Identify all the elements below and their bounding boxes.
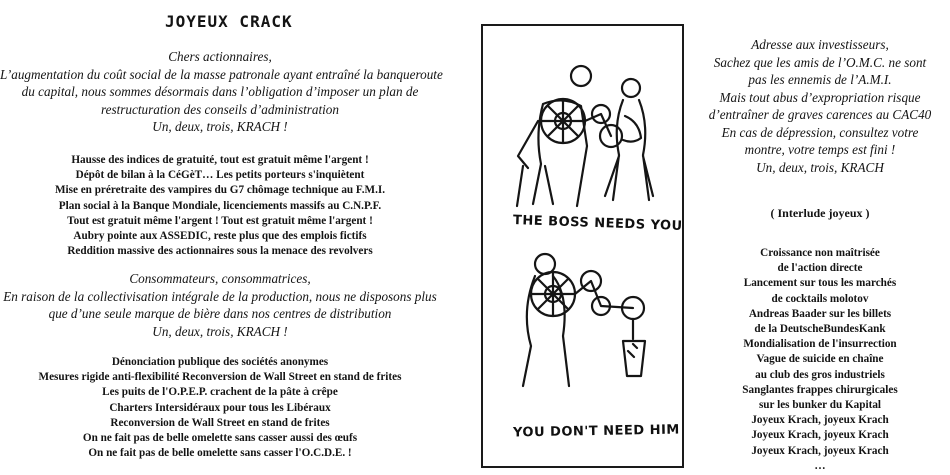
- text-line: Adresse aux investisseurs,: [751, 37, 889, 52]
- text-line: Un, deux, trois, KRACH: [756, 159, 884, 175]
- caption-dont-need-him: YOU DON'T NEED HIM: [512, 422, 680, 441]
- caption-boss-needs-you: THE BOSS NEEDS YOU: [512, 213, 683, 234]
- worker-body-icon: [605, 100, 653, 200]
- text-line: Reddition massive des actionnaires sous la menace des revolvers: [67, 245, 373, 258]
- song-title: JOYEUX CRACK: [165, 12, 293, 31]
- text-line: Lancement sur tous les marchés: [743, 277, 897, 290]
- text-line: Aubry pointe aux ASSEDIC, reste plus que des emplois fictifs: [73, 230, 367, 243]
- text-line: On ne fait pas de belle omelette sans casser aussi des œufs: [82, 432, 358, 445]
- text-line: de cocktails molotov: [771, 292, 869, 305]
- text-line: Les puits de l'O.P.E.P. crachent de la pâte à crêpe: [102, 386, 338, 399]
- text-line: Consommateurs, consommatrices,: [129, 271, 311, 286]
- text-line: Hausse des indices de gratuité, tout est gratuit même l'argent !: [71, 154, 369, 166]
- text-line: au club des gros industriels: [755, 368, 885, 381]
- text-line: sur les bunker du Kapital: [758, 399, 882, 412]
- worker-head-icon: [622, 79, 640, 97]
- stanza-investors: [690, 36, 950, 176]
- text-line: Croissance non maîtrisée: [760, 247, 880, 259]
- text-line: Joyeux Krach, joyeux Krach: [751, 429, 889, 442]
- text-line: Mondialisation de l'insurrection: [743, 338, 897, 351]
- text-line: Sanglantes frappes chirurgicales: [742, 383, 898, 396]
- text-line: Mesures rigide anti-flexibilité Reconversion de Wall Street en stand de frites: [38, 371, 402, 384]
- stanza-consumers: [0, 270, 440, 340]
- text-line: Plan social à la Banque Mondiale, licenciements massifs au C.N.P.F.: [58, 199, 382, 212]
- verse-two: [0, 355, 440, 461]
- text-line: Joyeux Krach, joyeux Krach: [751, 414, 889, 427]
- text-line: Dépôt de bilan à la CéGèT… Les petits porteurs s'inquiètent: [75, 169, 365, 182]
- boss-head-icon: [571, 66, 591, 86]
- text-line: du capital, nous sommes désormais dans l’obligation d’imposer un plan de: [21, 84, 419, 99]
- verse-three: [690, 246, 950, 474]
- text-line: Un, deux, trois, KRACH !: [152, 119, 288, 134]
- text-line: Vague de suicide en chaîne: [756, 353, 884, 366]
- stanza-shareholders: [0, 48, 443, 136]
- text-line: d’entraîner de graves carences au CAC40: [708, 107, 932, 122]
- text-line: de la DeutscheBundesKank: [754, 323, 886, 336]
- text-line: restructuration des conseils d’administration: [101, 101, 339, 117]
- text-line: pas les ennemis de l’A.M.I.: [748, 72, 892, 87]
- text-line: que d’une seule marque de bière dans nos centres de distribution: [48, 306, 392, 321]
- boss-arm-icon: [518, 121, 538, 168]
- text-line: Un, deux, trois, KRACH !: [152, 323, 288, 339]
- text-line: Chers actionnaires,: [168, 49, 272, 64]
- text-line: montre, votre temps est fini !: [744, 142, 896, 157]
- text-line: de l'action directe: [777, 262, 863, 275]
- verse-one: [0, 153, 440, 259]
- text-line: Mais tout abus d’expropriation risque: [719, 89, 921, 105]
- text-line: Mise en préretraite des vampires du G7 chômage technique au F.M.I.: [54, 184, 386, 197]
- text-line: Andreas Baader sur les billets: [748, 307, 892, 320]
- text-line: Dénonciation publique des sociétés anonymes: [111, 356, 329, 368]
- text-line: Charters Intersidéraux pour tous les Libéraux: [109, 401, 331, 414]
- text-line: …: [814, 459, 826, 472]
- text-line: En raison de la collectivisation intégrale de la production, nous ne disposons plus: [3, 288, 437, 304]
- text-line: En cas de dépression, consultez votre: [721, 124, 919, 140]
- interlude-label: ( Interlude joyeux ): [770, 206, 870, 220]
- text-line: Tout est gratuit même l'argent ! Tout est gratuit même l'argent !: [67, 214, 373, 227]
- text-line: Sachez que les amis de l’O.M.C. ne sont: [713, 54, 927, 70]
- poster-illustration: [481, 24, 684, 468]
- text-line: On ne fait pas de belle omelette sans casser l'O.C.D.E. !: [88, 447, 352, 460]
- text-line: L’augmentation du coût social de la masse patronale ayant entraîné la banqueroute: [0, 66, 443, 82]
- cartoon-drawing: [483, 26, 682, 466]
- text-line: Joyeux Krach, joyeux Krach: [751, 444, 889, 457]
- text-line: Reconversion de Wall Street en stand de frites: [110, 416, 330, 429]
